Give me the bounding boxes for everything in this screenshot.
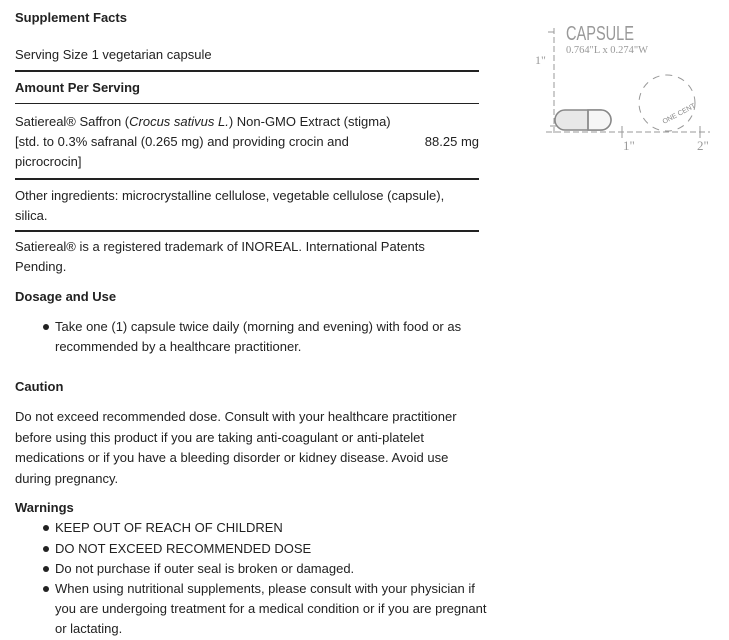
caution-title: Caution [15, 379, 64, 395]
ingredient-latin-name: Crocus sativus L. [129, 114, 229, 129]
capsule-size-graphic [530, 18, 720, 168]
ingredient-name-prefix: Satiereal® Saffron ( [15, 114, 130, 129]
list-item: Take one (1) capsule twice daily (morning and evening) with food or as recommended by a healthcare practitioner. [15, 317, 495, 357]
supplement-facts-title: Supplement Facts [15, 10, 127, 25]
warnings-list [15, 518, 487, 639]
ruler-label-1in-vertical: 1" [535, 53, 546, 67]
one-cent-coin [639, 75, 698, 131]
list-item: Do not purchase if outer seal is broken or damaged. [15, 559, 495, 579]
capsule-title: CAPSULE [566, 23, 634, 45]
list-item: KEEP OUT OF REACH OF CHILDREN [15, 518, 495, 538]
ingredient-amount: 88.25 mg [424, 134, 479, 149]
ruler-label-1in: 1" [623, 138, 635, 153]
other-ingredients: Other ingredients: microcrystalline cellulose, vegetable cellulose (capsule), silica. [15, 180, 479, 232]
trademark-note: Satiereal® is a registered trademark of INOREAL. International Patents Pending. [15, 239, 425, 274]
amount-per-serving-header: Amount Per Serving [15, 72, 479, 104]
serving-size: Serving Size 1 vegetarian capsule [15, 45, 479, 72]
dosage-list [15, 317, 479, 357]
warnings-title: Warnings [15, 500, 74, 516]
ingredient-row [15, 104, 479, 180]
list-item: DO NOT EXCEED RECOMMENDED DOSE [15, 539, 495, 559]
capsule-dimensions: 0.764"L x 0.274"W [566, 45, 649, 56]
caution-text: Do not exceed recommended dose. Consult with your healthcare practitioner before using this product if you are taking anti-coagulant or anti-platelet medications or if you have a bleeding disorder or kidney disease. Avoid use during pregnancy. [15, 409, 457, 486]
dosage-title: Dosage and Use [15, 289, 117, 304]
capsule-shape [555, 110, 611, 130]
coin-label: ONE CENT [661, 102, 697, 126]
ingredient-description [15, 112, 395, 172]
list-item: When using nutritional supplements, please consult with your physician if you are undergoing treatment for a medical condition or if you are pregnant or lactating. [15, 579, 495, 640]
ingredient-detail: [std. to 0.3% safranal (0.265 mg) and providing crocin and picrocrocin] [15, 134, 349, 169]
ruler-label-2in: 2" [697, 138, 709, 153]
ingredient-name-suffix: ) Non-GMO Extract (stigma) [228, 114, 391, 129]
supplement-facts [15, 8, 487, 640]
